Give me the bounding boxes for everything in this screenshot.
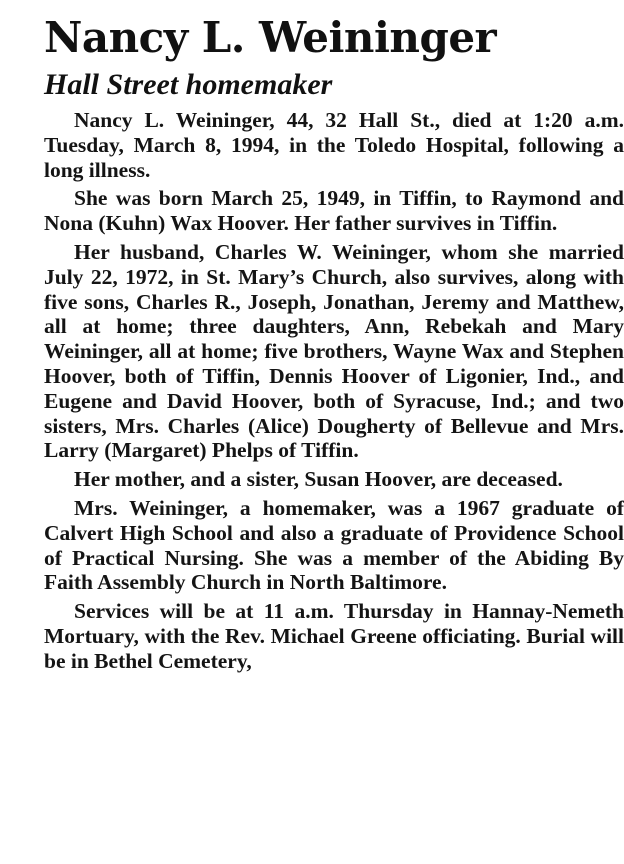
paragraph-deceased-relatives: Her mother, and a sister, Susan Hoover, are deceased.	[74, 467, 563, 492]
paragraph-survivors: Her husband, Charles W. Weininger, whom she married July 22, 1972, in St. Mary’s Church, also survives, along with five sons, Charles R., Joseph, Jonathan, Jeremy and Matthew, all at home; three daughters, Ann, Rebekah and Mary Weininger, all at home; five brothers, Wayne Wax and Stephen Hoover, both of Tiffin, Dennis Hoover of Ligonier, Ind., and Eugene and David Hoover, both of Syracuse, Ind.; and two sisters, Mrs. Charles (Alice) Dougherty of Bellevue and Mrs. Larry (Margaret) Phelps of Tiffin.	[44, 239, 624, 463]
obituary-subheadline: Hall Street homemaker	[44, 68, 333, 101]
obituary-body	[44, 108, 624, 678]
paragraph-birth: She was born March 25, 1949, in Tiffin, to Raymond and Nona (Kuhn) Wax Hoover. Her father survives in Tiffin.	[44, 186, 624, 236]
paragraph-services: Services will be at 11 a.m. Thursday in Hannay-Nemeth Mortuary, with the Rev. Michael Greene officiating. Burial will be in Bethel Cemetery,	[44, 599, 624, 673]
paragraph-death-notice: Nancy L. Weininger, 44, 32 Hall St., died at 1:20 a.m. Tuesday, March 8, 1994, in the Toledo Hospital, following a long illness.	[44, 108, 624, 182]
paragraph-biography: Mrs. Weininger, a homemaker, was a 1967 graduate of Calvert High School and also a graduate of Providence School of Practical Nursing. She was a member of the Abiding By Faith Assembly Church in North Baltimore.	[44, 495, 624, 595]
obituary-headline: Nancy L. Weininger	[44, 13, 497, 62]
